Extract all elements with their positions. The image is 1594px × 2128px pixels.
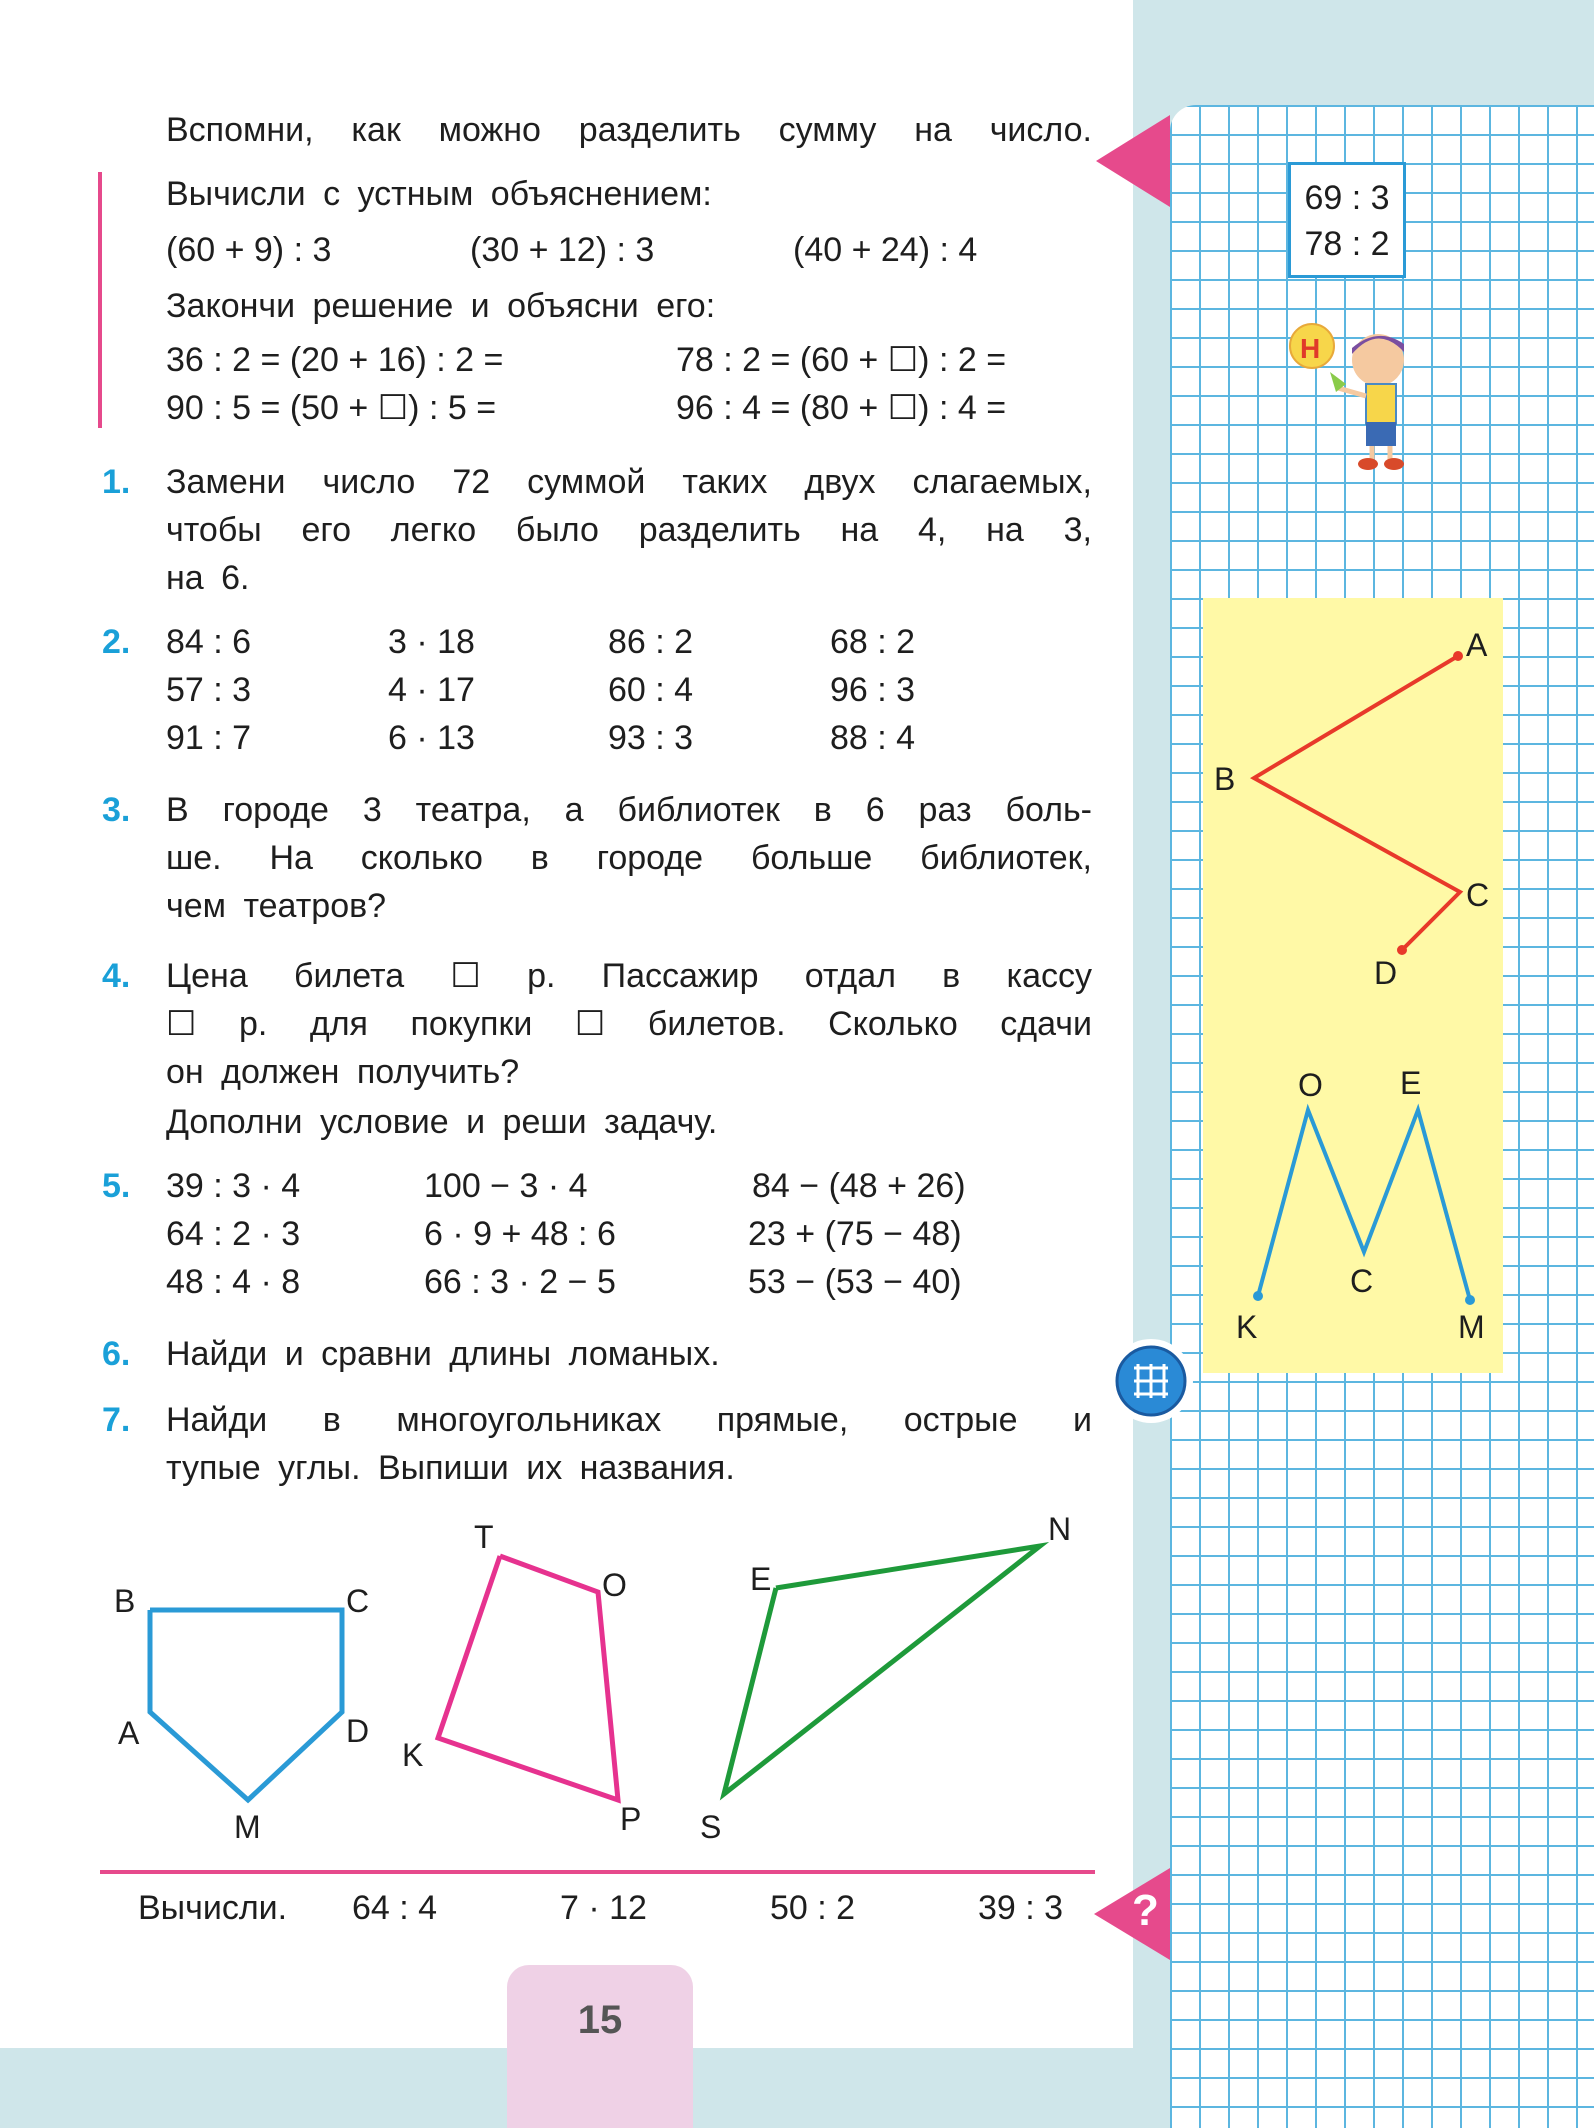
task-2-cell: 4 · 17 — [388, 671, 475, 709]
line1-label-a: A — [1466, 627, 1488, 663]
task-7-line-2: тупые углы. Выпиши их названия. — [166, 1449, 735, 1487]
pentagon-label-a: A — [118, 1715, 140, 1751]
intro-line-2: Вычисли с устным объяснением: — [166, 175, 712, 213]
task-2-cell: 96 : 3 — [830, 671, 916, 709]
task-5-cell: 6 · 9 + 48 : 6 — [424, 1215, 616, 1253]
quad-label-p: P — [620, 1801, 642, 1837]
task-5-cell: 53 − (53 − 40) — [748, 1263, 962, 1301]
bottom-item: 7 · 12 — [560, 1889, 647, 1927]
bottom-label: Вычисли. — [138, 1889, 288, 1927]
badge-letter: Н — [1300, 333, 1321, 364]
task-5-cell: 100 − 3 · 4 — [424, 1167, 588, 1205]
box-line-1: 69 : 3 — [1304, 179, 1390, 217]
intro-line-1: Вспомни, как можно разделить сумму на число. — [166, 111, 1092, 149]
line2-label-k: K — [1236, 1309, 1258, 1345]
pentagon-label-b: B — [114, 1583, 136, 1619]
task-2-cell: 86 : 2 — [608, 623, 694, 661]
task-5-cell: 23 + (75 − 48) — [748, 1215, 962, 1253]
quad-label-o: O — [602, 1567, 627, 1603]
triangle-outline — [724, 1546, 1040, 1794]
question-icon[interactable]: ? — [1132, 1886, 1159, 1935]
broken-line-abcd — [1254, 656, 1460, 950]
task-5-cell: 48 : 4 · 8 — [166, 1263, 301, 1301]
bottom-item: 64 : 4 — [352, 1889, 438, 1927]
task-4-line-2: ☐ р. для покупки ☐ билетов. Сколько сдачи — [166, 1005, 1092, 1043]
intro-eq-4: 96 : 4 = (80 + ☐) : 4 = — [676, 389, 1007, 427]
triangle-label-e: E — [750, 1561, 772, 1597]
triangle-label-s: S — [700, 1809, 722, 1845]
task-2-cell: 88 : 4 — [830, 719, 916, 757]
line1-label-c: C — [1466, 877, 1490, 913]
pentagon-label-m: M — [234, 1809, 261, 1845]
bottom-item: 50 : 2 — [770, 1889, 856, 1927]
intro-eq-2: 78 : 2 = (60 + ☐) : 2 = — [676, 341, 1007, 379]
bottom-divider — [100, 1870, 1095, 1874]
pentagon-label-c: C — [346, 1583, 370, 1619]
task-2-cell: 93 : 3 — [608, 719, 694, 757]
line2-label-o: O — [1298, 1067, 1323, 1103]
page-number: 15 — [507, 1965, 693, 2128]
quad-label-t: T — [474, 1519, 494, 1555]
task-5-cell: 39 : 3 · 4 — [166, 1167, 301, 1205]
line2-label-e: E — [1400, 1065, 1422, 1101]
box-line-2: 78 : 2 — [1304, 225, 1390, 263]
task-2-cell: 60 : 4 — [608, 671, 694, 709]
task-2-cell: 6 · 13 — [388, 719, 475, 757]
task-1-line-2: чтобы его легко было разделить на 4, на 3, — [166, 511, 1092, 549]
intro-eq-1: 36 : 2 = (20 + 16) : 2 = — [166, 341, 504, 379]
intro-eq-3: 90 : 5 = (50 + ☐) : 5 = — [166, 389, 497, 427]
task-3-line-2: ше. На сколько в городе больше библиотек, — [166, 839, 1092, 877]
quad-label-k: K — [402, 1737, 424, 1773]
task-5-cell: 84 − (48 + 26) — [752, 1167, 966, 1205]
task-4-line-1: Цена билета ☐ р. Пассажир отдал в кассу — [166, 957, 1092, 995]
task-1-line-1: Замени число 72 суммой таких двух слагаемых, — [166, 463, 1092, 501]
intro-expr-1: (60 + 9) : 3 — [166, 231, 332, 269]
pentagon-outline — [150, 1610, 342, 1800]
pentagon-label-d: D — [346, 1713, 370, 1749]
task-2-cell: 57 : 3 — [166, 671, 252, 709]
task-5-cell: 64 : 2 · 3 — [166, 1215, 301, 1253]
triangle-label-n: N — [1048, 1511, 1072, 1547]
task-2-cell: 84 : 6 — [166, 623, 252, 661]
task-6-text: Найди и сравни длины ломаных. — [166, 1335, 720, 1373]
line2-label-c: C — [1350, 1263, 1374, 1299]
task-4-line-4: Дополни условие и реши задачу. — [166, 1103, 718, 1141]
line1-label-b: B — [1214, 761, 1236, 797]
task-4-line-3: он должен получить? — [166, 1053, 520, 1091]
quadrilateral-outline — [438, 1556, 618, 1800]
intro-line-3: Закончи решение и объясни его: — [166, 287, 716, 325]
line2-label-m: M — [1458, 1309, 1485, 1345]
task-1-line-3: на 6. — [166, 559, 250, 597]
task-2-cell: 3 · 18 — [388, 623, 475, 661]
task-3-line-3: чем театров? — [166, 887, 387, 925]
line1-label-d: D — [1374, 955, 1398, 991]
task-number-2: 2. — [102, 623, 131, 661]
task-number-6: 6. — [102, 1335, 131, 1373]
task-3-line-1: В городе 3 театра, а библиотек в 6 раз боль- — [166, 791, 1092, 829]
task-2-cell: 68 : 2 — [830, 623, 916, 661]
task-5-cell: 66 : 3 · 2 − 5 — [424, 1263, 616, 1301]
task-number-7: 7. — [102, 1401, 131, 1439]
task-number-5: 5. — [102, 1167, 131, 1205]
task-number-1: 1. — [102, 463, 131, 501]
bottom-item: 39 : 3 — [978, 1889, 1064, 1927]
task-number-4: 4. — [102, 957, 131, 995]
task-number-3: 3. — [102, 791, 131, 829]
task-2-cell: 91 : 7 — [166, 719, 252, 757]
intro-expr-2: (30 + 12) : 3 — [470, 231, 655, 269]
task-7-line-1: Найди в многоугольниках прямые, острые и — [166, 1401, 1092, 1439]
grid-icon[interactable] — [1106, 1336, 1196, 1426]
intro-expr-3: (40 + 24) : 4 — [793, 231, 978, 269]
